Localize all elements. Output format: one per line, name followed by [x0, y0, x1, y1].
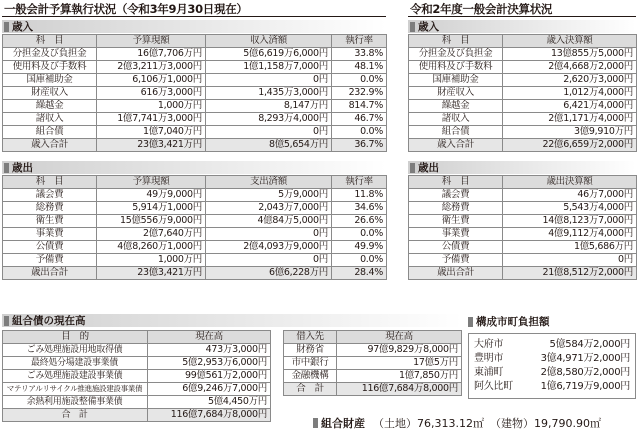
column-header: 収入済額 [206, 35, 332, 48]
table-row [3, 215, 387, 228]
cell-value: 2億8,580万2,000円 [540, 367, 630, 378]
cell-value: 2億1,171万4,000円 [503, 113, 637, 126]
cell-value: 0.0% [332, 228, 387, 241]
row-label: 諸収入 [3, 113, 97, 126]
cell-value: 814.7% [332, 100, 387, 113]
cell-value: 0円 [206, 126, 332, 139]
row-label: 東浦町 [474, 367, 504, 378]
section-marker-icon [468, 317, 473, 327]
table-header-row [409, 176, 637, 189]
table-row [3, 228, 387, 241]
cell-value: 0円 [206, 228, 332, 241]
cell-value: 2,620万3,000円 [503, 74, 637, 87]
column-header: 借入先 [284, 331, 337, 344]
table-row [409, 61, 637, 74]
row-label: 繰越金 [409, 100, 503, 113]
table-row [3, 396, 271, 409]
table-row [284, 344, 462, 357]
revenue-section-header [2, 20, 386, 33]
total-label: 歳入合計 [3, 139, 97, 152]
cell-value: 13億855万5,000円 [503, 48, 637, 61]
budget-execution-title: 一般会計予算執行状況（令和3年9月30日現在） [2, 2, 386, 17]
table-row [409, 87, 637, 100]
row-label: 国庫補助金 [409, 74, 503, 87]
cell-value: 2,043万7,000円 [206, 202, 332, 215]
bonds-panel [2, 314, 462, 420]
cell-value: 8,147万円 [206, 100, 332, 113]
row-label: 議会費 [409, 189, 503, 202]
total-row [284, 383, 462, 396]
table-row [3, 74, 387, 87]
total-value: 116億7,684万8,000円 [337, 383, 462, 396]
cell-value: 46.7% [332, 113, 387, 126]
cell-value: 0.0% [332, 126, 387, 139]
row-label: 余熱利用施設整備事業債 [3, 396, 148, 409]
column-header: 執行率 [332, 35, 387, 48]
cell-value: 1,000万円 [97, 100, 206, 113]
bonds-heading: 組合債の現在高 [12, 315, 86, 327]
cell-value: 1億7,040万円 [97, 126, 206, 139]
table-row [3, 370, 271, 383]
total-value: 116億7,684万8,000円 [148, 409, 271, 422]
total-value: 23億3,421万円 [97, 139, 206, 152]
revenue-section-header [408, 20, 636, 33]
table-row [471, 352, 633, 366]
burden-panel [468, 314, 636, 399]
table-row [409, 48, 637, 61]
expenditure-heading: 歳出 [418, 162, 439, 174]
total-label: 合 計 [284, 383, 337, 396]
row-label: 総務費 [3, 202, 97, 215]
total-label: 歳出合計 [409, 267, 503, 280]
total-row [3, 139, 387, 152]
column-header: 現在高 [337, 331, 462, 344]
table-row [3, 241, 387, 254]
table-row [3, 113, 387, 126]
column-header: 歳出決算額 [503, 176, 637, 189]
cell-value: 5億584万2,000円 [549, 339, 630, 350]
row-label: 組合債 [409, 126, 503, 139]
cell-value: 2億7,640万円 [97, 228, 206, 241]
section-marker-icon [4, 163, 9, 173]
assets-line [313, 415, 635, 431]
total-value: 28.4% [332, 267, 387, 280]
burden-section-header [468, 314, 636, 329]
column-header: 科 目 [409, 35, 503, 48]
table-row [3, 126, 387, 139]
cell-value: 5億2,953万6,000円 [148, 357, 271, 370]
total-value: 22億6,659万2,000円 [503, 139, 637, 152]
row-label: 使用料及び手数料 [409, 61, 503, 74]
table-row [3, 48, 387, 61]
column-header: 科 目 [3, 176, 97, 189]
column-header: 支出済額 [206, 176, 332, 189]
total-row [3, 409, 271, 422]
cell-value: 2億4,093万9,000円 [206, 241, 332, 254]
row-label: 衛生費 [409, 215, 503, 228]
cell-value: 1,012万4,000円 [503, 87, 637, 100]
table-row [471, 338, 633, 352]
row-label: ごみ処理施設用地取得債 [3, 344, 148, 357]
table-row [471, 380, 633, 394]
cell-value: 49.9% [332, 241, 387, 254]
table-row [409, 189, 637, 202]
row-label: 財産収入 [3, 87, 97, 100]
settlement-revenue-table [408, 34, 637, 152]
column-header: 予算現額 [97, 176, 206, 189]
table-row [3, 202, 387, 215]
row-label: マテリアルリサイクル推進施設建設事業債 [3, 383, 148, 396]
table-row [409, 202, 637, 215]
cell-value: 1,435万3,000円 [206, 87, 332, 100]
cell-value: 232.9% [332, 87, 387, 100]
total-value: 23億3,421万円 [97, 267, 206, 280]
row-label: 事業費 [409, 228, 503, 241]
building-value: 19,790.90㎡ [533, 417, 601, 430]
table-row [3, 357, 271, 370]
row-label: 分担金及び負担金 [3, 48, 97, 61]
cell-value: 6,106万1,000円 [97, 74, 206, 87]
land-value: 76,313.12㎡ [417, 417, 484, 430]
cell-value: 3億9,910万円 [503, 126, 637, 139]
budget-revenue-table [2, 34, 387, 152]
row-label: 使用料及び手数料 [3, 61, 97, 74]
settlement-panel [408, 2, 636, 280]
table-row [409, 100, 637, 113]
cell-value: 1億6,719万9,000円 [540, 381, 630, 392]
row-label: 予備費 [409, 254, 503, 267]
cell-value: 4億9,112万4,000円 [503, 228, 637, 241]
table-header-row [409, 35, 637, 48]
table-header-row [3, 176, 387, 189]
column-header: 科 目 [3, 35, 97, 48]
cell-value: 6,421万4,000円 [503, 100, 637, 113]
burden-box [468, 333, 636, 399]
cell-value: 5億6,619万6,000円 [206, 48, 332, 61]
total-label: 歳出合計 [3, 267, 97, 280]
cell-value: 26.6% [332, 215, 387, 228]
column-header: 科 目 [409, 176, 503, 189]
cell-value: 11.8% [332, 189, 387, 202]
cell-value: 4億84万5,000円 [206, 215, 332, 228]
cell-value: 8,293万4,000円 [206, 113, 332, 126]
expenditure-section-header [408, 161, 636, 174]
expenditure-heading: 歳出 [12, 162, 33, 174]
total-row [3, 267, 387, 280]
cell-value: 49万9,000円 [97, 189, 206, 202]
section-marker-icon [410, 22, 415, 32]
cell-value: 48.1% [332, 61, 387, 74]
table-header-row [3, 331, 271, 344]
table-row [284, 357, 462, 370]
row-label: 総務費 [409, 202, 503, 215]
table-row [471, 366, 633, 380]
table-row [409, 241, 637, 254]
cell-value: 5億4,450万円 [148, 396, 271, 409]
row-label: 公債費 [3, 241, 97, 254]
bonds-lender-table [283, 330, 462, 396]
cell-value: 1億7,741万3,000円 [97, 113, 206, 126]
land-label: （土地） [373, 417, 417, 430]
row-label: 予備費 [3, 254, 97, 267]
cell-value: 0.0% [332, 254, 387, 267]
table-row [3, 61, 387, 74]
cell-value: 0円 [503, 254, 637, 267]
table-row [3, 100, 387, 113]
table-row [409, 254, 637, 267]
table-row [409, 74, 637, 87]
cell-value: 46万7,000円 [503, 189, 637, 202]
row-label: 国庫補助金 [3, 74, 97, 87]
cell-value: 34.6% [332, 202, 387, 215]
cell-value: 1,000万円 [97, 254, 206, 267]
row-label: 諸収入 [409, 113, 503, 126]
cell-value: 16億7,706万円 [97, 48, 206, 61]
section-marker-icon [4, 22, 9, 32]
settlement-title: 令和2年度一般会計決算状況 [408, 2, 636, 17]
cell-value: 17億5万円 [337, 357, 462, 370]
cell-value: 33.8% [332, 48, 387, 61]
cell-value: 3億4,971万2,000円 [540, 353, 630, 364]
table-row [3, 344, 271, 357]
assets-heading: 組合財産 [321, 417, 365, 430]
cell-value: 99億561万2,000円 [148, 370, 271, 383]
row-label: 市中銀行 [284, 357, 337, 370]
cell-value: 5,543万4,000円 [503, 202, 637, 215]
row-label: 大府市 [474, 339, 504, 350]
table-row [3, 87, 387, 100]
row-label: 事業費 [3, 228, 97, 241]
cell-value: 15億556万9,000円 [97, 215, 206, 228]
cell-value: 14億8,123万7,000円 [503, 215, 637, 228]
building-label: （建物） [489, 417, 534, 430]
bonds-purpose-table [2, 330, 271, 422]
total-value: 36.7% [332, 139, 387, 152]
row-label: 金融機構 [284, 370, 337, 383]
total-row [409, 267, 637, 280]
column-header: 目 的 [3, 331, 148, 344]
row-label: 最終処分場建設事業債 [3, 357, 148, 370]
cell-value: 2億3,211万3,000円 [97, 61, 206, 74]
cell-value: 1億5,686万円 [503, 241, 637, 254]
revenue-heading: 歳入 [12, 21, 33, 33]
total-row [409, 139, 637, 152]
row-label: ごみ処理施設建設事業債 [3, 370, 148, 383]
row-label: 衛生費 [3, 215, 97, 228]
table-header-row [284, 331, 462, 344]
table-row [3, 254, 387, 267]
row-label: 繰越金 [3, 100, 97, 113]
cell-value: 5万9,000円 [206, 189, 332, 202]
row-label: 阿久比町 [474, 381, 513, 392]
cell-value: 6億9,246万7,000円 [148, 383, 271, 396]
total-label: 歳入合計 [409, 139, 503, 152]
total-label: 合 計 [3, 409, 148, 422]
column-header: 予算現額 [97, 35, 206, 48]
table-row [3, 383, 271, 396]
cell-value: 1億7,850万円 [337, 370, 462, 383]
section-marker-icon [313, 418, 318, 428]
cell-value: 2億4,668万2,000円 [503, 61, 637, 74]
cell-value: 0.0% [332, 74, 387, 87]
row-label: 豊明市 [474, 353, 504, 364]
row-label: 財産収入 [409, 87, 503, 100]
cell-value: 473万3,000円 [148, 344, 271, 357]
cell-value: 0円 [206, 74, 332, 87]
cell-value: 97億9,829万8,000円 [337, 344, 462, 357]
row-label: 組合債 [3, 126, 97, 139]
total-value: 6億6,228万円 [206, 267, 332, 280]
column-header: 現在高 [148, 331, 271, 344]
table-row [3, 189, 387, 202]
budget-execution-panel [2, 2, 386, 280]
cell-value: 616万3,000円 [97, 87, 206, 100]
cell-value: 4億8,260万1,000円 [97, 241, 206, 254]
cell-value: 5,914万1,000円 [97, 202, 206, 215]
cell-value: 0円 [206, 254, 332, 267]
bonds-section-header [2, 314, 462, 327]
settlement-expenditure-table [408, 175, 637, 280]
revenue-heading: 歳入 [418, 21, 439, 33]
total-value: 8億5,654万円 [206, 139, 332, 152]
section-marker-icon [410, 163, 415, 173]
row-label: 財務省 [284, 344, 337, 357]
budget-expenditure-table [2, 175, 387, 280]
burden-heading: 構成市町負担額 [476, 316, 550, 328]
row-label: 分担金及び負担金 [409, 48, 503, 61]
column-header: 歳入決算額 [503, 35, 637, 48]
row-label: 議会費 [3, 189, 97, 202]
table-row [284, 370, 462, 383]
table-row [409, 215, 637, 228]
table-row [409, 126, 637, 139]
table-header-row [3, 35, 387, 48]
expenditure-section-header [2, 161, 386, 174]
total-value: 21億8,512万2,000円 [503, 267, 637, 280]
section-marker-icon [4, 316, 9, 326]
column-header: 執行率 [332, 176, 387, 189]
table-row [409, 113, 637, 126]
row-label: 公債費 [409, 241, 503, 254]
burden-table [471, 338, 633, 394]
table-row [409, 228, 637, 241]
cell-value: 1億1,158万7,000円 [206, 61, 332, 74]
